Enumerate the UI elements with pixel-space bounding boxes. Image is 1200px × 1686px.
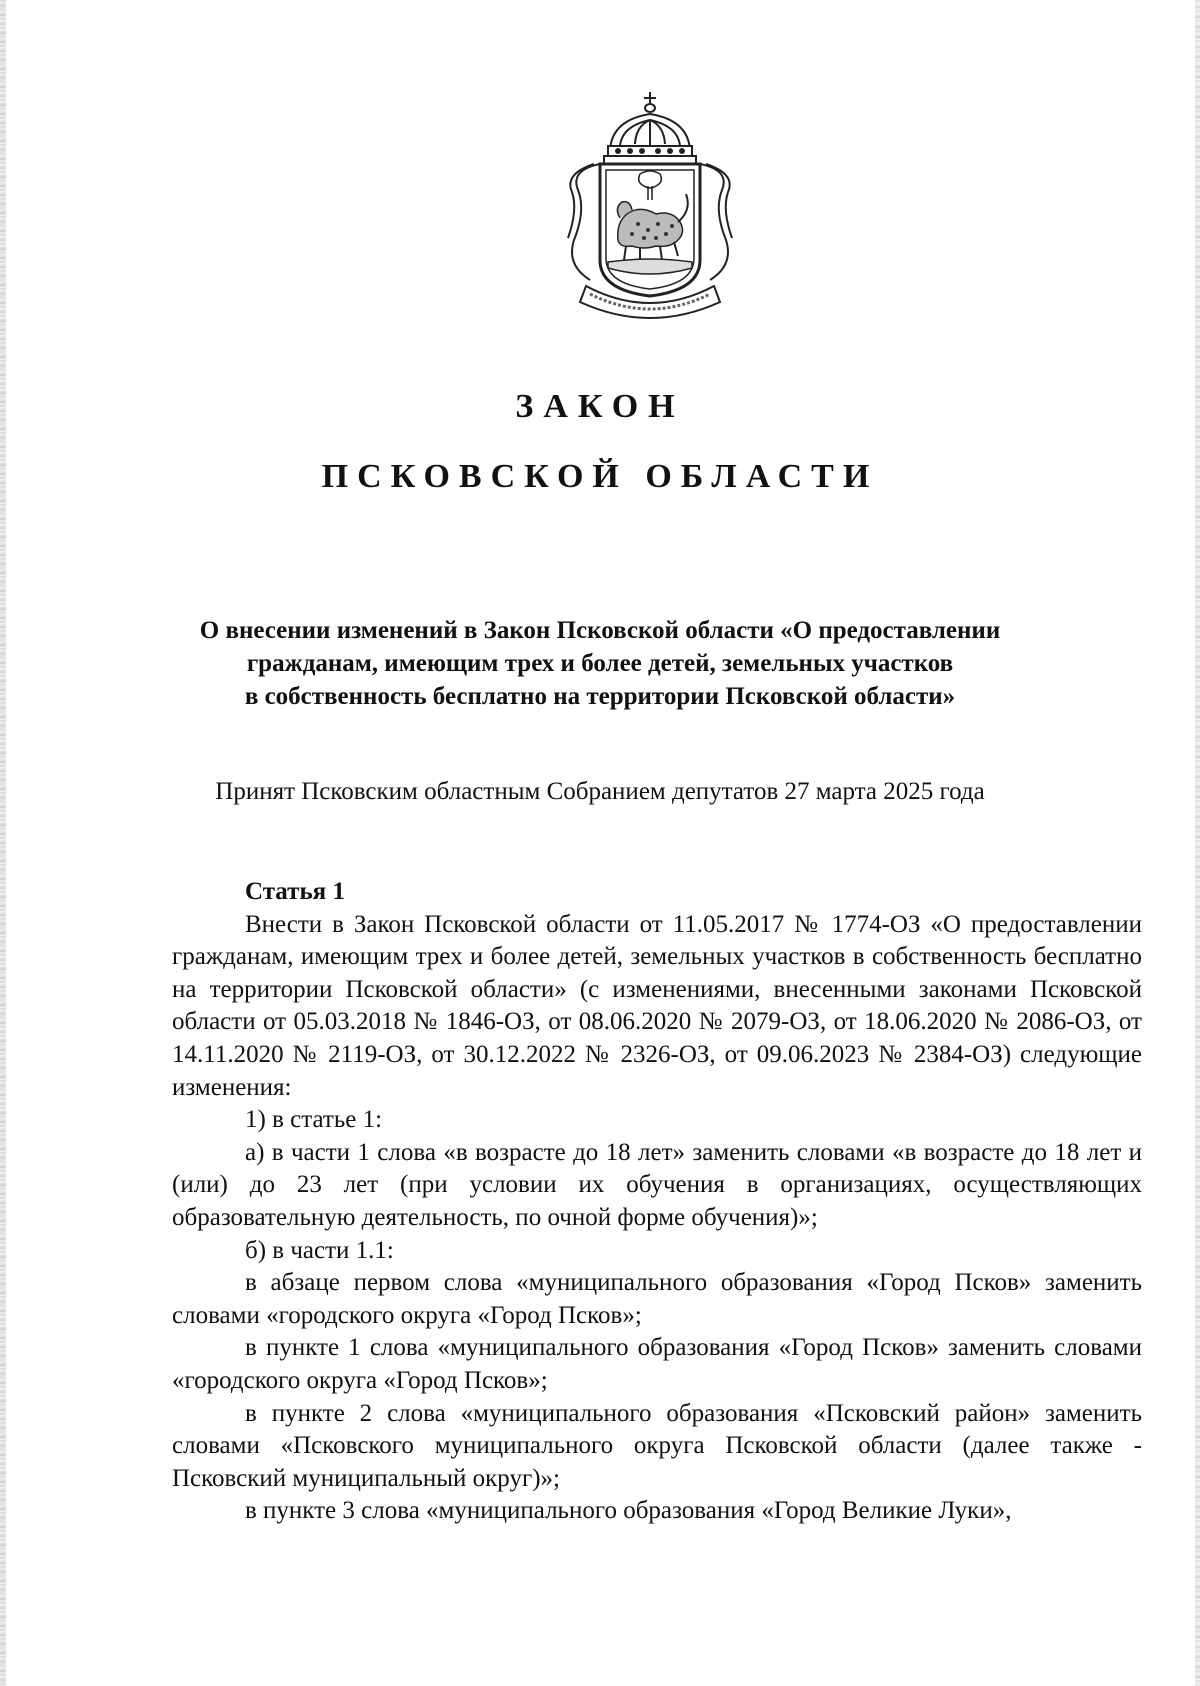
paragraph: б) в части 1.1:: [245, 1236, 394, 1264]
law-heading: [160, 614, 1040, 713]
paragraph: в абзаце первом слова «муниципального образования «Город Псков» заменить словами «городского округа «Город Псков»;: [172, 1269, 1142, 1329]
paragraph: в пункте 2 слова «муниципального образования «Псковский район» заменить словами «Псковского муниципального округа Псковской области (далее также - Псковский муниципальный округ)»;: [172, 1399, 1142, 1492]
document-title: ЗАКОН: [515, 388, 685, 425]
document-subtitle: ПСКОВСКОЙ ОБЛАСТИ: [321, 458, 879, 495]
law-heading-line: гражданам, имеющим трех и более детей, земельных участков: [246, 650, 954, 677]
document-body: [172, 876, 1142, 1528]
paragraph: в пункте 1 слова «муниципального образования «Город Псков» заменить словами «городского округа «Город Псков»;: [172, 1334, 1142, 1394]
article-title: Статья 1: [245, 878, 345, 905]
paragraph: а) в части 1 слова «в возрасте до 18 лет» заменить словами «в возрасте до 18 лет и (или) до 23 лет (при условии их обучения в организациях, осуществляющих образовательную деятельность, по очной форме обучения)»;: [172, 1138, 1142, 1231]
paragraph: 1) в статье 1:: [245, 1106, 383, 1134]
law-heading-line: в собственность бесплатно на территории Псковской области»: [244, 683, 956, 710]
paragraph: Внести в Закон Псковской области от 11.05.2017 № 1774-ОЗ «О предоставлении гражданам, имеющим трех и более детей, земельных участков в собственность бесплатно на территории Псковской области» (с изменениями, внесенными законами Псковской области от 05.03.2018 № 1846-ОЗ, от 08.06.2020 № 2079-ОЗ, от 18.06.2020 № 2086-ОЗ, от 14.11.2020 № 2119-ОЗ, от 30.12.2022 № 2326-ОЗ, от 09.06.2023 № 2384-ОЗ) следующие изменения:: [172, 910, 1142, 1101]
paragraph: в пункте 3 слова «муниципального образования «Город Великие Луки»,: [245, 1497, 1012, 1525]
scan-edge-left: [0, 0, 6, 1686]
coat-of-arms-icon: [560, 90, 740, 330]
adoption-line: Принят Псковским областным Собранием депутатов 27 марта 2025 года: [215, 778, 985, 805]
law-heading-line: О внесении изменений в Закон Псковской области «О предоставлении: [199, 617, 1001, 644]
scan-edge-right: [1195, 0, 1200, 1686]
